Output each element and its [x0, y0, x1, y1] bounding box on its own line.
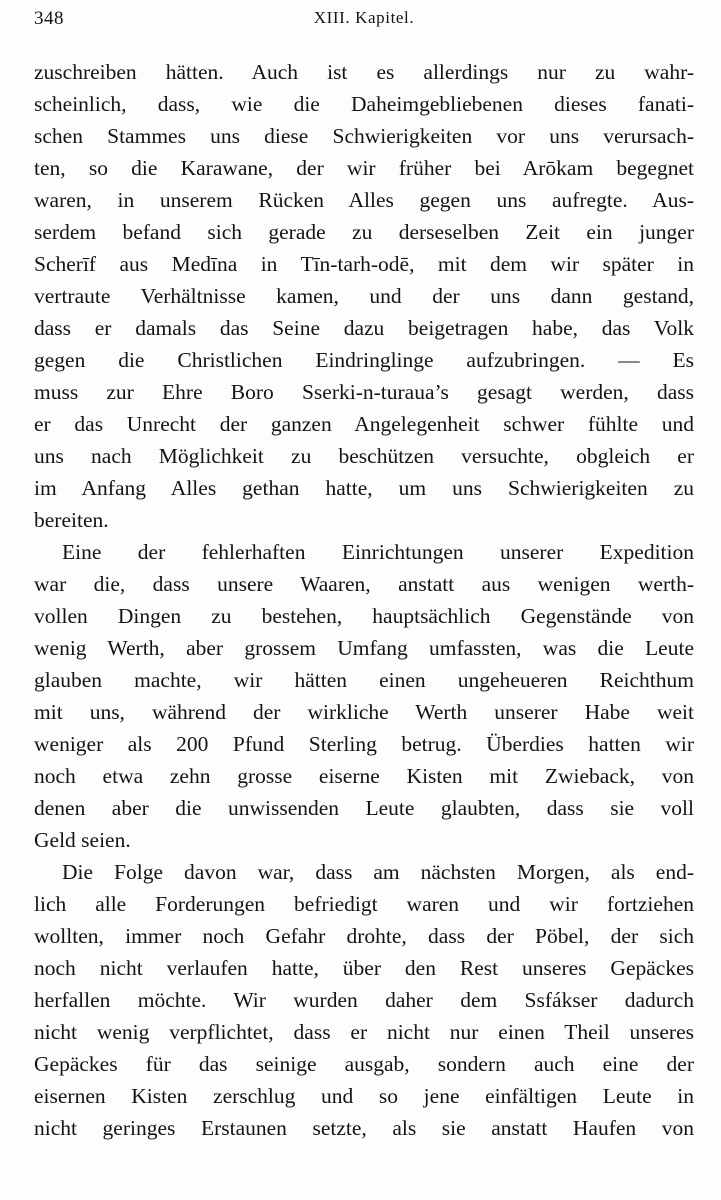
- text-line: Scherīf aus Medīna in Tīn-tarh-odē, mit dem wir später in: [34, 252, 694, 276]
- text-line: uns nach Möglichkeit zu beschützen versuchte, obgleich er: [34, 444, 694, 468]
- paragraph-start-line: Die Folge davon war, dass am nächsten Morgen, als end-: [62, 860, 694, 884]
- text-line: schen Stammes uns diese Schwierigkeiten vor uns verursach-: [34, 124, 694, 148]
- text-line: ten, so die Karawane, der wir früher bei Arōkam begegnet: [34, 156, 694, 180]
- text-line: glauben machte, wir hätten einen ungeheueren Reichthum: [34, 668, 694, 692]
- text-line: herfallen möchte. Wir wurden daher dem Ssfákser dadurch: [34, 988, 694, 1012]
- text-line: im Anfang Alles gethan hatte, um uns Schwierigkeiten zu: [34, 476, 694, 500]
- page-number: 348: [34, 8, 64, 29]
- text-line: er das Unrecht der ganzen Angelegenheit schwer fühlte und: [34, 412, 694, 436]
- text-line: dass er damals das Seine dazu beigetragen habe, das Volk: [34, 316, 694, 340]
- text-line: Gepäckes für das seinige ausgab, sondern auch eine der: [34, 1052, 694, 1076]
- text-line: nicht geringes Erstaunen setzte, als sie anstatt Haufen von: [34, 1116, 694, 1140]
- body-text: [34, 56, 694, 1144]
- chapter-title: XIII. Kapitel.: [313, 8, 415, 27]
- text-line: noch etwa zehn grosse eiserne Kisten mit Zwieback, von: [34, 764, 694, 788]
- text-line: waren, in unserem Rücken Alles gegen uns aufregte. Aus-: [34, 188, 694, 212]
- text-line: vollen Dingen zu bestehen, hauptsächlich Gegenstände von: [34, 604, 694, 628]
- text-line: lich alle Forderungen befriedigt waren und wir fortziehen: [34, 892, 694, 916]
- text-line: wenig Werth, aber grossem Umfang umfassten, was die Leute: [34, 636, 694, 660]
- paragraph-end-line: Geld seien.: [34, 828, 131, 852]
- text-line: scheinlich, dass, wie die Daheimgebliebenen dieses fanati-: [34, 92, 694, 116]
- text-line: muss zur Ehre Boro Sserki-n-turaua’s gesagt werden, dass: [34, 380, 694, 404]
- text-line: noch nicht verlaufen hatte, über den Rest unseres Gepäckes: [34, 956, 694, 980]
- text-line: gegen die Christlichen Eindringlinge aufzubringen. — Es: [34, 348, 694, 372]
- text-line: weniger als 200 Pfund Sterling betrug. Überdies hatten wir: [34, 732, 694, 756]
- text-line: vertraute Verhältnisse kamen, und der uns dann gestand,: [34, 284, 694, 308]
- text-line: eisernen Kisten zerschlug und so jene einfältigen Leute in: [34, 1084, 694, 1108]
- text-line: nicht wenig verpflichtet, dass er nicht nur einen Theil unseres: [34, 1020, 694, 1044]
- text-line: wollten, immer noch Gefahr drohte, dass der Pöbel, der sich: [34, 924, 694, 948]
- paragraph-start-line: Eine der fehlerhaften Einrichtungen unserer Expedition: [62, 540, 694, 564]
- text-line: mit uns, während der wirkliche Werth unserer Habe weit: [34, 700, 694, 724]
- text-line: denen aber die unwissenden Leute glaubten, dass sie voll: [34, 796, 694, 820]
- running-head: [34, 8, 694, 38]
- text-line: zuschreiben hätten. Auch ist es allerdings nur zu wahr-: [34, 60, 694, 84]
- text-line: serdem befand sich gerade zu derseselben Zeit ein junger: [34, 220, 694, 244]
- text-line: war die, dass unsere Waaren, anstatt aus wenigen werth-: [34, 572, 694, 596]
- paragraph-end-line: bereiten.: [34, 508, 109, 532]
